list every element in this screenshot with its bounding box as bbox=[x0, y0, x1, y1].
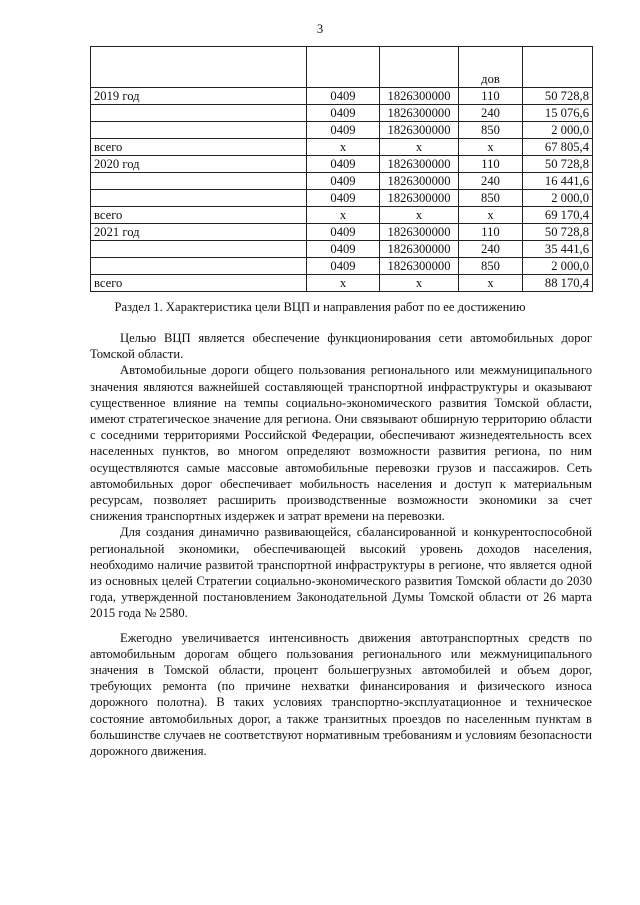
cell-vr: 240 bbox=[459, 241, 523, 258]
cell-vr: 850 bbox=[459, 122, 523, 139]
cell-vr: 240 bbox=[459, 173, 523, 190]
cell-vr: х bbox=[459, 275, 523, 292]
cell-section: х bbox=[307, 275, 380, 292]
paragraph-traffic: Ежегодно увеличивается интенсивность движения автотранспортных средств по автомобильным дорогам общего пользования регионального или межмуниципального значения в Томской области, процент большегрузных автомобилей и объем дорог, требующих ремонта (по причине нехватки финансирования и физического износа дорожного полотна). В таких условиях транспортно-эксплуатационное и техническое состояние автомобильных дорог, а также транзитных проездов по населенным пунктам в большинстве случаев не соответствуют нормативным требованиям и условиям безопасности дорожного движения. bbox=[90, 630, 592, 759]
table-row bbox=[91, 275, 593, 292]
cell-section: 0409 bbox=[307, 258, 380, 275]
cell-section: 0409 bbox=[307, 173, 380, 190]
body-text bbox=[90, 330, 592, 759]
cell-cst: 1826300000 bbox=[380, 190, 459, 207]
cell-cst: 1826300000 bbox=[380, 122, 459, 139]
header-cell-label bbox=[91, 47, 307, 88]
budget-table-body bbox=[91, 47, 593, 292]
cell-label bbox=[91, 105, 307, 122]
cell-section: 0409 bbox=[307, 122, 380, 139]
table-row bbox=[91, 88, 593, 105]
cell-cst: 1826300000 bbox=[380, 105, 459, 122]
cell-amount: 2 000,0 bbox=[523, 122, 593, 139]
cell-amount: 67 805,4 bbox=[523, 139, 593, 156]
table-row bbox=[91, 224, 593, 241]
cell-cst: 1826300000 bbox=[380, 241, 459, 258]
cell-section: 0409 bbox=[307, 156, 380, 173]
header-cell-section bbox=[307, 47, 380, 88]
budget-table bbox=[90, 46, 593, 292]
table-row bbox=[91, 156, 593, 173]
cell-amount: 35 441,6 bbox=[523, 241, 593, 258]
cell-vr: 240 bbox=[459, 105, 523, 122]
paragraph-roads-importance: Автомобильные дороги общего пользования регионального или межмуниципального значения являются важнейшей составляющей транспортной инфраструктуры и оказывают существенное влияние на темпы социально-экономического развития Томской области, имеют стратегическое значение для региона. Они связывают обширную территорию области с соседними территориями Российской Федерации, обеспечивают жизнедеятельность всех населенных пунктов, во многом определяют возможности развития региона, по ним осуществляются самые массовые автомобильные перевозки грузов и пассажиров. Сеть автомобильных дорог обеспечивает мобильность населения и доступ к материальным ресурсам, позволяет расширить производственные возможности экономики за счет снижения транспортных издержек и затрат времени на перевозки. bbox=[90, 363, 592, 524]
cell-cst: 1826300000 bbox=[380, 88, 459, 105]
cell-vr: 850 bbox=[459, 258, 523, 275]
cell-vr: 850 bbox=[459, 190, 523, 207]
table-row bbox=[91, 105, 593, 122]
cell-section: 0409 bbox=[307, 105, 380, 122]
cell-cst: 1826300000 bbox=[380, 173, 459, 190]
cell-cst: х bbox=[380, 139, 459, 156]
cell-amount: 2 000,0 bbox=[523, 258, 593, 275]
cell-amount: 15 076,6 bbox=[523, 105, 593, 122]
cell-cst: 1826300000 bbox=[380, 156, 459, 173]
cell-section: 0409 bbox=[307, 88, 380, 105]
table-row bbox=[91, 190, 593, 207]
table-row bbox=[91, 207, 593, 224]
section-title: Раздел 1. Характеристика цели ВЦП и направления работ по ее достижению bbox=[114, 300, 526, 314]
header-cell-vr: дов bbox=[459, 47, 523, 88]
header-cell-cst bbox=[380, 47, 459, 88]
cell-section: х bbox=[307, 207, 380, 224]
cell-section: 0409 bbox=[307, 190, 380, 207]
cell-amount: 50 728,8 bbox=[523, 88, 593, 105]
cell-cst: 1826300000 bbox=[380, 224, 459, 241]
cell-label: 2019 год bbox=[91, 88, 307, 105]
table-row bbox=[91, 173, 593, 190]
cell-label bbox=[91, 122, 307, 139]
header-cell-amount bbox=[523, 47, 593, 88]
cell-section: 0409 bbox=[307, 241, 380, 258]
cell-vr: 110 bbox=[459, 224, 523, 241]
cell-amount: 50 728,8 bbox=[523, 156, 593, 173]
table-row bbox=[91, 139, 593, 156]
cell-vr: 110 bbox=[459, 156, 523, 173]
table-row bbox=[91, 122, 593, 139]
cell-cst: х bbox=[380, 275, 459, 292]
paragraph-economy: Для создания динамично развивающейся, сбалансированной и конкурентоспособной региональной экономики, обеспечивающей высокий уровень доходов населения, необходимо наличие развитой транспортной инфраструктуры в регионе, что является одной из основных целей Стратегии социально-экономического развития Томской области до 2030 года, утвержденной постановлением Законодательной Думы Томской области от 26 марта 2015 года № 2580. bbox=[90, 525, 592, 621]
cell-label bbox=[91, 258, 307, 275]
cell-label: 2021 год bbox=[91, 224, 307, 241]
cell-amount: 50 728,8 bbox=[523, 224, 593, 241]
table-row bbox=[91, 258, 593, 275]
cell-amount: 69 170,4 bbox=[523, 207, 593, 224]
cell-label: всего bbox=[91, 139, 307, 156]
cell-section: 0409 bbox=[307, 224, 380, 241]
cell-amount: 16 441,6 bbox=[523, 173, 593, 190]
cell-cst: х bbox=[380, 207, 459, 224]
cell-label bbox=[91, 190, 307, 207]
cell-vr: х bbox=[459, 139, 523, 156]
cell-vr: х bbox=[459, 207, 523, 224]
cell-label bbox=[91, 241, 307, 258]
cell-vr: 110 bbox=[459, 88, 523, 105]
cell-label bbox=[91, 173, 307, 190]
table-header-row bbox=[91, 47, 593, 88]
cell-section: х bbox=[307, 139, 380, 156]
cell-label: всего bbox=[91, 207, 307, 224]
cell-label: всего bbox=[91, 275, 307, 292]
cell-label: 2020 год bbox=[91, 156, 307, 173]
paragraph-goal: Целью ВЦП является обеспечение функционирования сети автомобильных дорог Томской области. bbox=[90, 331, 592, 362]
cell-cst: 1826300000 bbox=[380, 258, 459, 275]
page-number: 3 bbox=[316, 22, 324, 36]
cell-amount: 2 000,0 bbox=[523, 190, 593, 207]
table-row bbox=[91, 241, 593, 258]
cell-amount: 88 170,4 bbox=[523, 275, 593, 292]
